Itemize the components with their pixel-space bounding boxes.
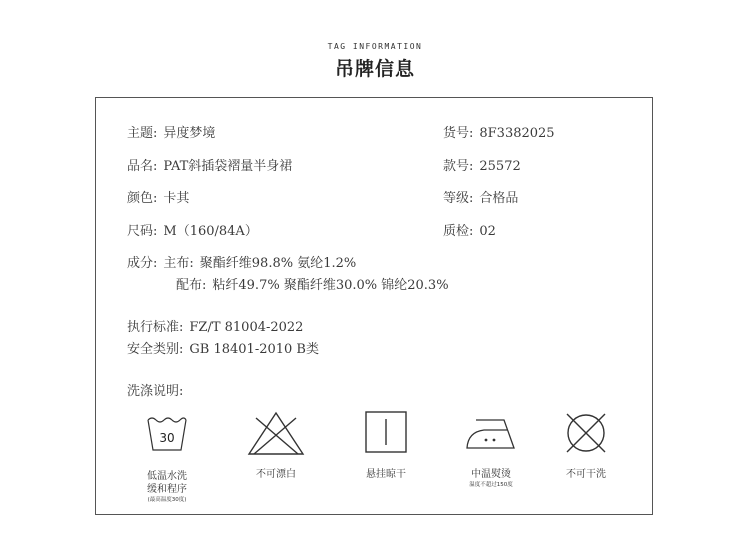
wash-note: (最高温度30度): [147, 497, 187, 503]
color-value: 卡其: [163, 191, 190, 206]
iron-note: 温度不超过150度: [469, 482, 513, 488]
care-label-hang-dry: [341, 468, 431, 481]
header-subtitle: TAG INFORMATION: [327, 42, 423, 51]
iron-label: 中温熨烫: [471, 469, 511, 480]
exec-standard-value: FZ/T 81004-2022: [189, 320, 304, 335]
composition-label: 成分:: [127, 256, 158, 271]
item-no-row: [443, 122, 555, 141]
exec-standard-row: [127, 316, 303, 335]
grade-value: 合格品: [479, 191, 519, 206]
product-name-label: 品名:: [127, 159, 158, 174]
color-label: 颜色:: [127, 191, 158, 206]
no-bleach-icon: [246, 410, 306, 456]
theme-label: 主题:: [127, 126, 158, 141]
care-label-iron: [446, 468, 536, 489]
grade-label: 等级:: [443, 191, 474, 206]
inspection-value: 02: [479, 224, 496, 239]
care-label-no-dry-clean: [541, 468, 631, 481]
hang-dry-icon: [364, 410, 408, 454]
main-fabric-label: 主布:: [163, 256, 194, 271]
safety-category-row: [127, 338, 319, 357]
wash-label-line1: 低温水洗: [147, 471, 187, 482]
composition-row-lining: [176, 274, 449, 293]
inspection-label: 质检:: [443, 224, 474, 239]
style-no-row: [443, 155, 521, 174]
size-value: M（160/84A）: [163, 224, 258, 239]
color-row: [127, 187, 189, 206]
exec-standard-label: 执行标准:: [127, 320, 184, 335]
safety-category-value: GB 18401-2010 B类: [189, 342, 319, 357]
item-no-label: 货号:: [443, 126, 474, 141]
product-name-row: [127, 155, 292, 174]
no-bleach-label: 不可漂白: [256, 469, 296, 480]
no-dry-clean-icon: [563, 410, 609, 456]
care-label-wash: [122, 470, 212, 504]
style-no-label: 款号:: [443, 159, 474, 174]
tag-card: [95, 97, 653, 515]
theme-value: 异度梦境: [163, 126, 216, 141]
lining-fabric-value: 粘纤49.7% 聚酯纤维30.0% 锦纶20.3%: [212, 278, 449, 293]
main-fabric-value: 聚酯纤维98.8% 氨纶1.2%: [199, 256, 357, 271]
hang-dry-label: 悬挂晾干: [366, 469, 406, 480]
product-name-value: PAT斜插袋褶量半身裙: [163, 159, 293, 174]
wash-label-line2: 缓和程序: [147, 484, 187, 495]
no-dry-clean-label: 不可干洗: [566, 469, 606, 480]
care-title: 洗涤说明:: [127, 384, 184, 399]
style-no-value: 25572: [479, 159, 521, 174]
wash-30-icon: [146, 414, 188, 454]
lining-fabric-label: 配布:: [176, 278, 207, 293]
wash-temp-label: 30: [159, 431, 175, 445]
safety-category-label: 安全类别:: [127, 342, 184, 357]
theme-row: [127, 122, 215, 141]
page-title: 吊牌信息: [334, 58, 415, 80]
care-label-no-bleach: [231, 468, 321, 481]
item-no-value: 8F3382025: [479, 126, 555, 141]
composition-row-main: [127, 252, 356, 271]
grade-row: [443, 187, 518, 206]
inspection-row: [443, 220, 496, 239]
size-label: 尺码:: [127, 224, 158, 239]
size-row: [127, 220, 258, 239]
iron-medium-icon: [464, 416, 518, 452]
